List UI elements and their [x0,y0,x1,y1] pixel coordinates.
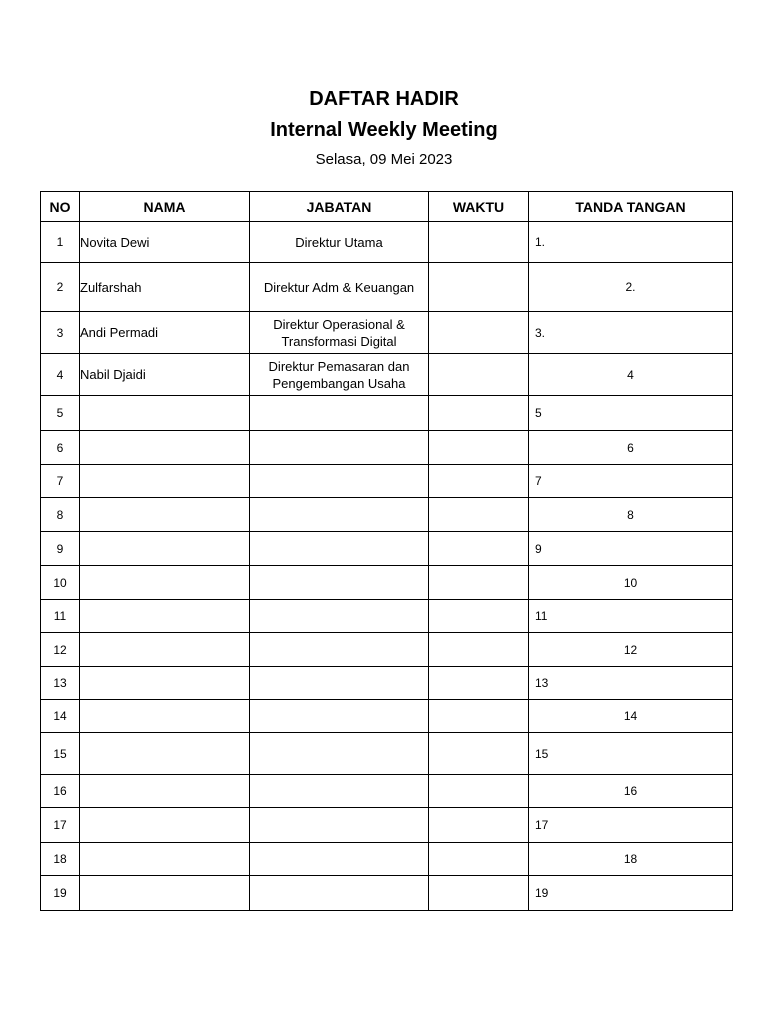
row-tanda-tangan-cell: 14 [529,700,733,733]
row-jabatan-cell [250,633,429,667]
row-no-cell: 7 [41,465,80,498]
row-no-cell: 8 [41,498,80,532]
table-row [41,532,733,566]
row-nama-cell [80,633,250,667]
row-no-cell: 10 [41,566,80,600]
row-tanda-tangan-cell: 11 [529,600,733,633]
table-row [41,431,733,465]
table-row [41,566,733,600]
row-tanda-tangan-cell: 6 [529,431,733,465]
row-no-cell: 6 [41,431,80,465]
meeting-date: Selasa, 09 Mei 2023 [315,151,453,168]
row-nama-cell [80,465,250,498]
table-row [41,808,733,843]
row-tanda-tangan-cell: 5 [529,396,733,431]
row-nama-cell: Novita Dewi [80,222,250,263]
table-row [41,876,733,911]
row-tanda-tangan-cell: 9 [529,532,733,566]
row-jabatan-cell [250,566,429,600]
row-tanda-tangan-cell: 15 [529,733,733,775]
row-nama-cell [80,733,250,775]
row-nama-cell [80,431,250,465]
row-no-cell: 9 [41,532,80,566]
row-tanda-tangan-cell: 2. [529,263,733,312]
row-jabatan-cell [250,876,429,911]
row-jabatan-cell [250,667,429,700]
row-no-cell: 5 [41,396,80,431]
column-header-waktu: WAKTU [429,192,529,222]
row-jabatan-cell: Direktur Adm & Keuangan [250,263,429,312]
row-waktu-cell [429,808,529,843]
row-waktu-cell [429,633,529,667]
row-jabatan-cell [250,600,429,633]
row-tanda-tangan-cell: 17 [529,808,733,843]
row-nama-cell: Andi Permadi [80,312,250,354]
attendance-table [40,191,733,911]
row-no-cell: 15 [41,733,80,775]
table-row [41,263,733,312]
row-jabatan-cell [250,396,429,431]
column-header-tanda-tangan: TANDA TANGAN [529,192,733,222]
row-nama-cell [80,876,250,911]
row-waktu-cell [429,566,529,600]
row-tanda-tangan-cell: 19 [529,876,733,911]
row-nama-cell [80,566,250,600]
row-nama-cell [80,808,250,843]
table-row [41,633,733,667]
row-jabatan-cell: Direktur Operasional & Transformasi Digital [250,312,429,354]
table-row [41,600,733,633]
row-nama-cell [80,600,250,633]
table-row [41,700,733,733]
row-jabatan-cell [250,532,429,566]
row-nama-cell [80,396,250,431]
row-waktu-cell [429,396,529,431]
row-jabatan-cell [250,498,429,532]
table-row [41,733,733,775]
row-waktu-cell [429,876,529,911]
row-jabatan-cell [250,843,429,876]
column-header-no: NO [41,192,80,222]
row-tanda-tangan-cell: 7 [529,465,733,498]
table-row [41,222,733,263]
row-tanda-tangan-cell: 10 [529,566,733,600]
table-row [41,498,733,532]
meeting-name: Internal Weekly Meeting [270,119,498,141]
row-waktu-cell [429,312,529,354]
row-no-cell: 12 [41,633,80,667]
row-waktu-cell [429,667,529,700]
document-title: DAFTAR HADIR [309,88,459,110]
row-jabatan-cell: Direktur Utama [250,222,429,263]
row-waktu-cell [429,498,529,532]
row-no-cell: 13 [41,667,80,700]
table-row [41,465,733,498]
row-tanda-tangan-cell: 18 [529,843,733,876]
row-waktu-cell [429,354,529,396]
row-tanda-tangan-cell: 3. [529,312,733,354]
row-waktu-cell [429,263,529,312]
row-no-cell: 1 [41,222,80,263]
row-nama-cell [80,700,250,733]
table-row [41,396,733,431]
column-header-nama: NAMA [80,192,250,222]
row-no-cell: 4 [41,354,80,396]
row-no-cell: 3 [41,312,80,354]
row-waktu-cell [429,222,529,263]
table-header-row [41,192,733,222]
row-tanda-tangan-cell: 1. [529,222,733,263]
row-no-cell: 19 [41,876,80,911]
row-nama-cell [80,498,250,532]
row-waktu-cell [429,775,529,808]
table-row [41,775,733,808]
row-nama-cell [80,667,250,700]
row-tanda-tangan-cell: 8 [529,498,733,532]
column-header-jabatan: JABATAN [250,192,429,222]
row-jabatan-cell [250,700,429,733]
table-row [41,354,733,396]
row-jabatan-cell [250,775,429,808]
table-row [41,667,733,700]
row-no-cell: 14 [41,700,80,733]
row-waktu-cell [429,733,529,775]
row-nama-cell [80,775,250,808]
row-no-cell: 18 [41,843,80,876]
row-jabatan-cell [250,733,429,775]
row-waktu-cell [429,700,529,733]
row-jabatan-cell [250,808,429,843]
row-tanda-tangan-cell: 12 [529,633,733,667]
row-waktu-cell [429,843,529,876]
row-waktu-cell [429,600,529,633]
table-row [41,843,733,876]
row-waktu-cell [429,431,529,465]
row-tanda-tangan-cell: 16 [529,775,733,808]
row-nama-cell: Zulfarshah [80,263,250,312]
row-jabatan-cell: Direktur Pemasaran dan Pengembangan Usaha [250,354,429,396]
table-row [41,312,733,354]
row-no-cell: 17 [41,808,80,843]
row-nama-cell: Nabil Djaidi [80,354,250,396]
row-nama-cell [80,532,250,566]
row-jabatan-cell [250,465,429,498]
row-waktu-cell [429,465,529,498]
row-nama-cell [80,843,250,876]
row-no-cell: 16 [41,775,80,808]
row-tanda-tangan-cell: 13 [529,667,733,700]
row-waktu-cell [429,532,529,566]
row-tanda-tangan-cell: 4 [529,354,733,396]
row-no-cell: 2 [41,263,80,312]
row-no-cell: 11 [41,600,80,633]
row-jabatan-cell [250,431,429,465]
